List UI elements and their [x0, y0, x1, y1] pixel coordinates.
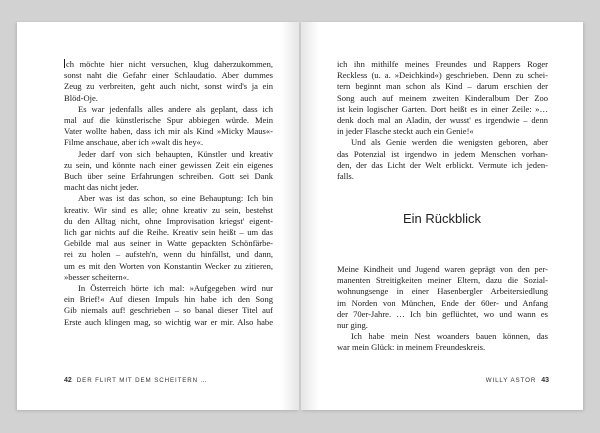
text-line: lich gar nichts auf die Reihe. Kreativ sein heißt – um das — [64, 227, 273, 238]
text-line: Und als Genie werden die wenigsten geboren, aber — [351, 137, 548, 148]
left-page — [17, 22, 299, 410]
text-line: nur ging. — [337, 320, 368, 331]
right-page-body-top — [337, 59, 548, 182]
text-line: im Norden von München, Ende der 60er- und Anfang — [337, 297, 548, 308]
page-number-left: 42 — [64, 377, 72, 384]
text-line: das Potenzial ist irgendwo in jedem Menschen vorhan- — [337, 148, 548, 159]
text-line: Jeder darf von sich behaupten, Künstler und kreativ — [78, 148, 273, 159]
text-line: ich ihn mithilfe meines Freundes und Rappers Roger — [337, 59, 548, 69]
text-line: manenten Streitigkeiten meiner Eltern, dazu die Sozial- — [337, 275, 548, 286]
text-line: denk doch mal an Aladin, der wusst' es irgendwie – denn — [337, 115, 548, 126]
text-line: ch möchte hier nicht versuchen, klug daherzukommen, — [66, 59, 273, 69]
text-line: Meine Kindheit und Jugend waren geprägt von den per- — [337, 264, 548, 274]
text-line: macht das nicht jeder. — [64, 182, 139, 193]
text-line: Buch über seine Erfahrungen schreiben. Gott sei Dank — [64, 171, 273, 182]
text-line: in jeder Flasche steckt auch ein Genie!« — [337, 126, 474, 137]
text-line: falls. — [337, 171, 354, 182]
text-line: Ich habe mein Nest woanders bauen können, das — [351, 331, 548, 342]
drop-cap-bar — [64, 59, 65, 68]
text-line: Vater wollte haben, dass ich mir als Kind »Micky Maus«- — [64, 126, 273, 137]
text-line: Gib niemals auf! geschrieben – so banal dieser Titel auf — [64, 305, 273, 316]
text-line: du den Alltag nicht, ohne Improvisation kriegst' eigent- — [64, 215, 273, 226]
text-line: mal auf die künstlerische Spur abbiegen würde. Mein — [64, 115, 273, 126]
text-line: kreativ. Wir sind es alle; ohne kreativ zu sein, bestehst — [64, 204, 273, 215]
text-line: Reckless (u. a. »Deichkind«) geschrieben. Denn zu schei- — [337, 70, 548, 81]
text-line: ein Brief!« Auf diesen Impuls hin habe ich den Song — [64, 294, 273, 305]
text-line: Erste auch klingen mag, so wichtig war er mir. Also habe — [64, 316, 273, 327]
chapter-title: Ein Rückblick — [402, 211, 482, 226]
right-footer — [486, 377, 549, 384]
text-line: Es war jedenfalls alles andere als geplant, dass ich — [78, 103, 273, 114]
text-line: ist kein logischer Garten. Dort heißt es in einer Zeile: »… — [337, 103, 548, 114]
running-head-left: DER FLIRT MIT DEM SCHEITERN … — [76, 377, 208, 384]
text-line: Aber was ist das schon, so eine Behauptung: Ich bin — [78, 193, 273, 204]
text-line: Zeug zu verbreiten, geht auch nicht, sonst wird's ja ein — [64, 81, 273, 92]
text-line: Song auch auf meinem zweiten Kinderalbum Der Zoo — [337, 92, 548, 103]
text-line: Filme anschaue, aber ich »walt dis hey«. — [64, 137, 204, 148]
left-page-body — [64, 59, 273, 328]
text-line: rei zu holen – aufsteh'n, wenn du hinfällst, und dann, — [64, 249, 273, 260]
text-line: den, der das Licht der Welt erblickt. Vermute ich jeden- — [337, 159, 548, 170]
right-page-body-bottom — [337, 264, 548, 354]
text-line: war mein Glück: in meinem Freundeskreis. — [337, 342, 486, 353]
running-head-right: WILLY ASTOR — [485, 377, 537, 384]
text-line: zu sein, und könnte nach einer gewissen Zeit ein eigenes — [64, 159, 273, 170]
left-footer — [64, 377, 208, 384]
text-line: tern beginnt man schon als Kind – darum erschien der — [337, 81, 548, 92]
text-line: sonst naht die Gefahr einer Schlaudatio. Aber dummes — [64, 70, 273, 81]
text-line: der 70er-Jahre. … Ich bin geflüchtet, wo und wann es — [337, 308, 548, 319]
text-line: um es mit den Worten von Konstantin Wecker zu zitieren, — [64, 260, 273, 271]
text-line: »besser scheitern«. — [64, 271, 130, 282]
text-line: wohnungsenge in einer Hasenbergler Arbeitersiedlung — [337, 286, 548, 297]
text-line: Gebilde mal aus seiner in Watte gepackten Schönfärbe- — [64, 238, 273, 249]
page-number-right: 43 — [541, 377, 549, 384]
text-line: Blöd-Oje. — [64, 92, 98, 103]
text-line: In Österreich hörte ich mal: »Aufgegeben wird nur — [78, 283, 273, 294]
right-page — [301, 22, 583, 410]
